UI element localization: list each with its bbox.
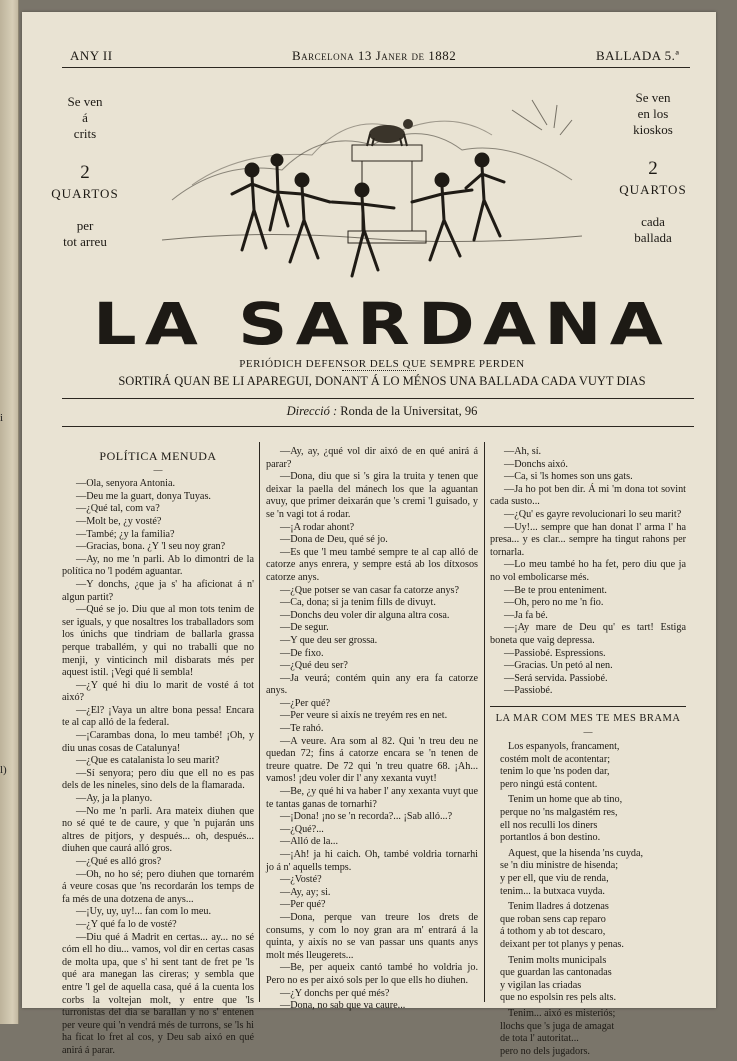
poem-line: Tenim molts municipals	[508, 954, 607, 966]
poem-line: Tenim un home que ab tino,	[508, 794, 623, 806]
dialogue-paragraph: —Y que deu ser grossa.	[280, 634, 378, 646]
dialogue-paragraph: —Molt be, ¿y vosté?	[76, 515, 162, 527]
issue-year: ANY II	[70, 48, 113, 63]
dialogue-paragraph: —També; ¿y la familia?	[76, 528, 175, 540]
dialogue-paragraph: —¡Ah! ja hi caich. Oh, també voldria tornarhi jo á n' aquells temps.	[266, 849, 478, 873]
poem-line: se 'n diu ministre de hisenda;	[500, 860, 619, 872]
poem-stanza	[490, 741, 686, 791]
dialogue-paragraph: —Passiobé.	[504, 685, 553, 697]
dialogue-paragraph: —Be, per aqueix cantó també ho voldria jo. Pero no es per aixó sols per lo que ells ho diuhen.	[266, 962, 478, 986]
newspaper-masthead: LA SARDANA	[92, 290, 671, 358]
dialogue-paragraph: —Gracias, bona. ¿Y 'l seu noy gran?	[76, 541, 226, 553]
notice-line: Se ven	[635, 90, 671, 105]
dialogue-paragraph: —¿Qué tal, com va?	[76, 503, 160, 515]
dialogue-paragraph: —Ay, ay, ¿qué vol dir aixó de en qué anirá á parar?	[266, 446, 478, 470]
dateline: Barcelona 13 Janer de 1882	[292, 48, 457, 63]
dialogue-paragraph: —Ay, ay; si.	[280, 886, 331, 898]
dialogue-paragraph: —Te rahó.	[280, 723, 324, 735]
dialogue-paragraph: —Dona de Deu, qué sé jo.	[280, 534, 388, 546]
dialogue-paragraph: —¡Uy, uy, uy!... fan com lo meu.	[76, 906, 212, 918]
dialogue-paragraph: —¿Qué es alló gros?	[76, 856, 162, 867]
poem-line: Los espanyols, francament,	[508, 741, 620, 753]
title-ornament: —	[153, 464, 163, 475]
dialogue-paragraph: —Deu me la guart, donya Tuyas.	[76, 490, 211, 502]
dialogue-paragraph: —Será servida. Passiobé.	[504, 672, 608, 684]
announcement: SORTIRÁ QUAN BE LI APAREGUI, DONANT Á LO MÉNOS UNA BALLADA CADA VUYT DIAS	[118, 374, 646, 388]
poem-line: á tothom y ab tot descaro,	[500, 926, 606, 938]
poem-rule	[490, 706, 686, 707]
dialogue-paragraph: —Ja veurá; contém quin any era fa catorze anys.	[266, 672, 478, 697]
poem-line: perque no 'ns malgastém res,	[500, 807, 618, 819]
notice-line: ballada	[634, 230, 672, 245]
dialogue-paragraph: —No me 'n parli. Ara mateix diuhen que no sé qué te de caure, y que 'n pujarán uns altres de pitjors, y después... oh, después... diuhen que caurá alló gros.	[62, 805, 254, 855]
dialogue-paragraph: —Es que 'l meu també sempre te al cap alló de catorze anys enrera, y sempre está ab los dítxosos catorze anys.	[266, 546, 478, 583]
dialogue-paragraph: —¿Que es catalanista lo seu marit?	[76, 755, 220, 767]
dialogue-paragraph: —Sí senyora; pero diu que ell no es pas dels de les nineles, sino dels de la flamarada.	[62, 767, 254, 792]
poem-line: Tenim... aixó es misteriós;	[508, 1007, 616, 1019]
poem-line: que roban sens cap reparo	[500, 913, 606, 925]
poem-stanza	[490, 848, 686, 898]
dialogue-paragraph: —¡Ay mare de Deu qu' es tart! Estiga boneta que vaig depressa.	[490, 622, 686, 646]
dialogue-paragraph: —Ja ho pot ben dir. Á mi 'm dona tot sovint cada susto...	[490, 483, 686, 508]
poem-line: y per ell, que viu de renda,	[500, 873, 609, 884]
dialogue-paragraph: —¿El? ¡Vaya un altre bona pessa! Encara te al cap alló de la federal.	[62, 704, 254, 729]
poem-line: portantlos á bon destino.	[500, 832, 601, 844]
notice-price: 2	[648, 158, 658, 179]
direction-line	[62, 404, 702, 419]
dialogue-paragraph: —Be te prou enteniment.	[504, 584, 607, 596]
notice-line: cada	[641, 214, 665, 229]
dialogue-paragraph: —¡A rodar ahont?	[280, 521, 355, 533]
poem-title: LA MAR COM MES TE MES BRAMA	[495, 712, 681, 724]
notice-line: tot arreu	[63, 234, 107, 249]
notice-price: 2	[80, 162, 90, 183]
poem-line: de tota l' autoritat...	[500, 1033, 579, 1045]
dialogue-paragraph: —Per veure si aixís ne treyém res en net.	[280, 710, 448, 722]
dialogue-paragraph: —Dona, no sab que va caure...	[280, 1000, 406, 1012]
dialogue-paragraph: —¿Qué deu ser?	[280, 660, 348, 672]
poem-line: llochs que 's juga de amagat	[500, 1020, 615, 1032]
dialogue-paragraph: —¿Y qué fa lo de vosté?	[76, 918, 177, 930]
sardana-dance-illustration	[162, 90, 582, 286]
poem-line: que no espolsin res pels alts.	[500, 992, 617, 1004]
poem-line: y vigilan las criadas	[500, 979, 582, 991]
notice-line: kioskos	[633, 122, 673, 137]
dialogue-paragraph: —¿Qu' es gayre revolucionari lo seu marit?	[504, 508, 682, 520]
direction-address: Ronda de la Universitat, 96	[340, 404, 478, 418]
dialogue-paragraph: —Qué se jo. Diu que al mon tots tenim de ser iguals, y que nosaltres los traballadors som los únichs que tindriam de ballarla grassa perque traballém, y qui no traballi que no menji, y vinticinch mil disbarats més per aquest istil. ¡Vegi qué li sembla!	[62, 604, 254, 679]
ornament-rule	[342, 370, 416, 371]
dialogue-paragraph: —Ay, no me 'n parli. Ab lo dimontri de la política no 'l podém aguantar.	[62, 553, 254, 578]
notice-line: en los	[637, 106, 669, 121]
article-column-2	[266, 446, 478, 1013]
dialogue-paragraph: —¡Carambas dona, lo meu també! ¡Oh, y diu unas cosas de Catalunya!	[62, 730, 254, 754]
newspaper-page	[22, 12, 716, 1057]
dialogue-paragraph: —¿Qué?...	[280, 823, 324, 835]
poem-line: Aquest, que la hisenda 'ns cuyda,	[508, 847, 644, 859]
column-divider	[484, 442, 485, 1002]
left-price-notice	[44, 94, 126, 250]
poem-line: pero ningú está content.	[500, 778, 598, 790]
page-edge-mark: l)	[0, 764, 7, 776]
page-edge-mark: i	[0, 412, 4, 424]
poem-stanza	[490, 794, 686, 844]
poem-line: costém molt de acontentar;	[500, 753, 611, 765]
dialogue-paragraph: —Ay, ja la planyo.	[76, 793, 153, 805]
dialogue-paragraph: —Ca, dona; si ja tenim fills de divuyt.	[280, 597, 436, 609]
dialogue-paragraph: —Alló de la...	[280, 836, 339, 848]
article-column-1	[62, 446, 254, 1058]
dialogue-paragraph: —Be, ¿y qué hi va haber l' any xexanta vuyt que te tantas ganas de tornarhi?	[266, 786, 478, 810]
section-rule	[62, 426, 694, 427]
dialogue-paragraph: —Ja fa bé.	[504, 609, 548, 621]
dialogue-paragraph: —A veure. Ara som al 82. Qui 'n treu deu ne quedan 72; fins á catorze encara se 'n tenen de treure quatre. De 72 qui 'n treu quatre 68. ¡Ah... vamos! ¡deu voler dir l' any xexanta vuyt!	[266, 735, 478, 785]
poem-line: deixant per tot planys y penas.	[500, 938, 624, 950]
dialogue-paragraph: —¿Vosté?	[280, 874, 322, 886]
dialogue-paragraph: —Diu qué á Madrit en certas... ay... no sé cóm ell ho diu... vamos, vol dir en certas casas de molta upa, que s' hi sent tant de fret pe 'ls qué ara manegan las cireras; y sembla que entre 'l gel de aquella casa, qué á la cuenta los corbs la voltejan molt, y entre que 'ls turronistas del dia se barallan y no s' entenen per veure qui 'n vendrá més de turrons, se 'ls hi ha ficat lo fret al cos, y Deu sab aixó en qué anirá á parar.	[62, 931, 254, 1056]
dialogue-paragraph: —¡Dona! ¡no se 'n recorda?... ¡Sab alló...?	[280, 811, 453, 823]
dialogue-paragraph: —Lo meu també ho ha fet, pero diu que ja no vol embolicarse més.	[490, 559, 686, 583]
direction-label: Direcció :	[286, 404, 338, 418]
adjacent-page-edge	[0, 0, 19, 1024]
poem-stanza	[490, 901, 686, 951]
dialogue-paragraph: —Ola, senyora Antonia.	[76, 478, 176, 490]
poem-line: ell nos reculli los diners	[500, 819, 598, 831]
article-title: POLÍTICA MENUDA	[99, 449, 217, 463]
dialogue-paragraph: —¿Per qué?	[280, 697, 331, 709]
dialogue-paragraph: —¿Que potser se van casar fa catorze anys?	[280, 584, 460, 596]
section-rule	[62, 398, 694, 399]
dialogue-paragraph: —Donchs aixó.	[504, 458, 568, 470]
dialogue-paragraph: —De segur.	[280, 622, 329, 634]
notice-line: per	[76, 218, 94, 233]
poem-stanza	[490, 955, 686, 1005]
dialogue-paragraph: —Dona, perque van treure los drets de consums, y com lo noy gran ara m' entrará á la quinta, y aixís no se van passar uns quants anys molt més lleugerets...	[266, 911, 478, 961]
poem-line: que guardan las cantonadas	[500, 967, 612, 979]
poem-stanza	[490, 1008, 686, 1058]
dialogue-paragraph: —Dona, diu que si 's gira la truita y tenen que deixar la paella del mánech los que la aguantan avuy, que primer deixarán que 's cremi 'l guisado, y se 'n vagi tot á rodar.	[266, 471, 478, 520]
dialogue-paragraph: —Gracias. Un petó al nen.	[504, 660, 613, 672]
dialogue-paragraph: —¿Y donchs per qué més?	[280, 987, 390, 999]
poem-line: tenim lo que 'ns poden dar,	[500, 766, 610, 778]
poem-line: tenim... la butxaca vuyda.	[500, 885, 605, 897]
dialogue-paragraph: —Y donchs, ¿que ja s' ha aficionat á n' algun partit?	[62, 578, 254, 603]
subtitle: PERIÓDICH DEFENSOR DELS QUE SEMPRE PERDEN	[239, 358, 525, 370]
dialogue-paragraph: —Per qué?	[280, 899, 326, 911]
dialogue-paragraph: —Oh, no ho sé; pero diuhen que tornarém á veure cosas que 'ns recordarán los temps de fa més de una dotzena de anys...	[62, 868, 254, 905]
right-price-notice	[612, 90, 694, 246]
poem-line: Tenim lladres á dotzenas	[508, 901, 609, 913]
notice-line: á	[82, 110, 88, 125]
issue-number: BALLADA 5.ª	[596, 48, 680, 63]
dialogue-paragraph: —Oh, pero no me 'n fio.	[504, 597, 604, 609]
poem-line: pero no dels jugadors.	[500, 1045, 590, 1057]
article-column-3	[490, 446, 686, 1061]
notice-line: Se ven	[67, 94, 103, 109]
column-divider	[259, 442, 260, 1002]
dialogue-paragraph: —De fixo.	[280, 647, 324, 659]
header-rule	[62, 67, 690, 68]
title-ornament: —	[583, 727, 593, 738]
notice-unit: QUARTOS	[51, 186, 119, 201]
dialogue-paragraph: —¿Y qué hi diu lo marit de vosté á tot aixó?	[62, 679, 254, 704]
notice-line: crits	[73, 126, 97, 141]
dialogue-paragraph: —Donchs deu voler dir alguna altra cosa.	[280, 609, 450, 621]
dialogue-paragraph: —Uy!... sempre que han donat l' arma l' ha presa... y es clar... sempre ha tingut rahons per tornarla.	[490, 521, 686, 558]
notice-unit: QUARTOS	[619, 182, 687, 197]
dialogue-paragraph: —Ca, si 'ls homes son uns gats.	[504, 471, 633, 483]
dialogue-paragraph: —Ah, sí.	[504, 446, 542, 457]
dialogue-paragraph: —Passiobé. Espressions.	[504, 647, 606, 659]
